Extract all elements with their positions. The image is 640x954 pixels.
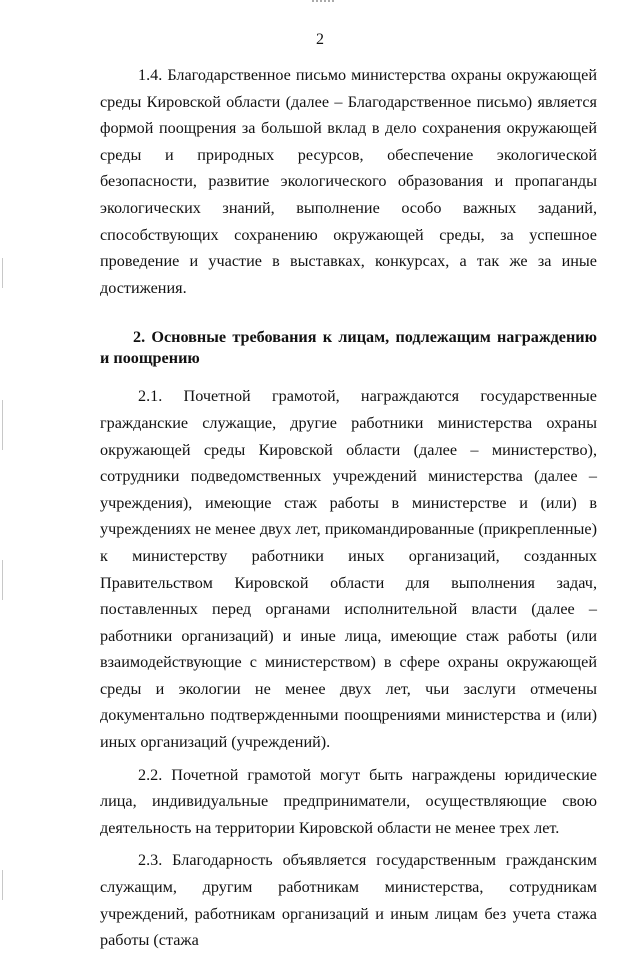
paragraph-2-2: 2.2. Почетной грамотой могут быть награждены юридические лица, индивидуальные предприниматели, осуществляющие свою деятельность на территории Кировской области не менее трех лет. (100, 765, 597, 837)
paragraph-1-4: 1.4. Благодарственное письмо министерства охраны окружающей среды Кировской области (далее – Благодарственное письмо) является формой поощрения за большой вклад в дело сохранения окружающей среды и природных ресурсов, обеспечение экологической безопасности, развитие экологического образования и пропаганды экологических знаний, выполнение особо важных заданий, способствующих сохранению окружающей среды, за успешное проведение и участие в выставках, конкурсах, а так же за иные достижения. (100, 66, 597, 297)
paragraph-2-1: 2.1. Почетной грамотой, награждаются государственные гражданские служащие, другие работники министерства охраны окружающей среды Кировской области (далее – министерство), сотрудники подведомственных учреждений министерства (далее – учреждения), имеющие стаж работы в министерстве и (или) в учреждениях не менее двух лет, прикомандированные (прикрепленные) к министерству работники иных организаций, созданных Правительством Кировской области для выполнения задач, поставленных перед органами исполнительной власти (далее – работники организаций) и иные лица, имеющие стаж работы (или взаимодействующие с министерством) в сфере охраны окружающей среды и экологии не менее двух лет, чьи заслуги отмечены документально подтвержденными поощрениями министерства и (или) иных организаций (учреждений). (100, 387, 597, 752)
scan-edge-line (2, 400, 3, 450)
page-number: 2 (316, 31, 324, 48)
paragraph-2-3: 2.3. Благодарность объявляется государственным гражданским служащим, другим работникам министерства, сотрудникам учреждений, работникам организаций и иным лицам без учета стажа работы (стажа (100, 851, 597, 950)
scan-edge-line (2, 870, 3, 900)
scan-artifact (312, 0, 334, 6)
scan-edge-line (2, 258, 3, 288)
scan-edge-line (2, 560, 3, 600)
section-heading: 2. Основные требования к лицам, подлежащим награждению и поощрению (100, 328, 597, 368)
document-body (100, 62, 597, 954)
